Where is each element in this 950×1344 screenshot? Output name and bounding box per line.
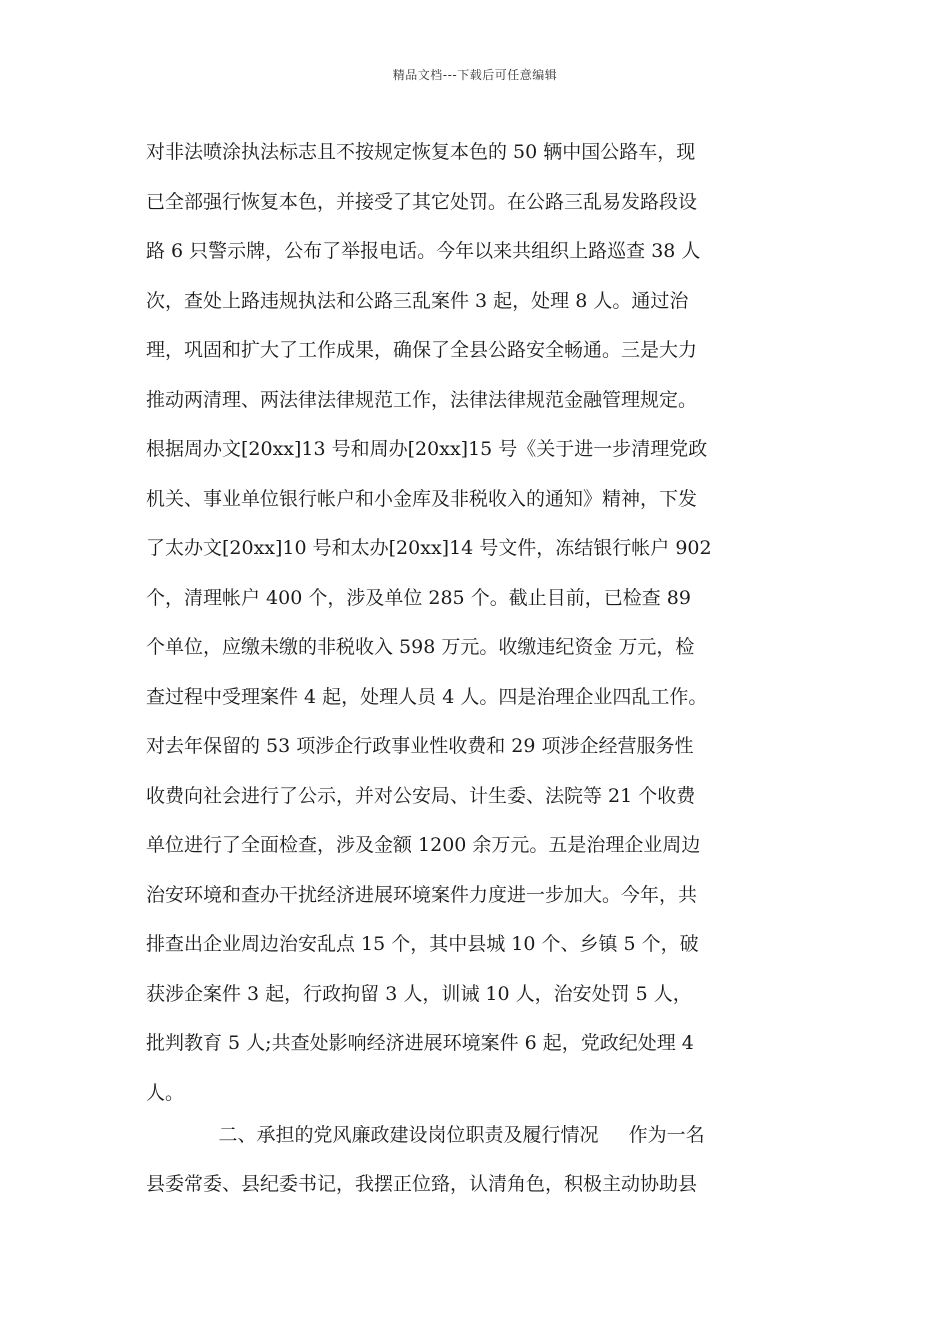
text-line: 人。 — [146, 1081, 185, 1104]
text-line: 排查出企业周边治安乱点 15 个，其中县城 10 个、乡镇 5 个，破 — [146, 933, 699, 955]
text-line: 获涉企案件 3 起，行政拘留 3 人，训诫 10 人，治安处罚 5 人， — [146, 982, 692, 1005]
text-line: 批判教育 5 人;共查处影响经济进展环境案件 6 起，党政纪处理 4 — [146, 1032, 694, 1054]
text-line: 单位进行了全面检查，涉及金额 1200 余万元。五是治理企业周边 — [146, 834, 701, 856]
text-line: 推动两清理、两法律法律规范工作，法律法律规范金融管理规定。 — [146, 388, 698, 411]
text-line: 个单位，应缴未缴的非税收入 598 万元。收缴违纪资金 万元，检 — [146, 636, 695, 658]
text-line: 路 6 只警示牌，公布了举报电话。今年以来共组织上路巡查 38 人 — [146, 240, 701, 262]
section-heading-line: 二、承担的党风廉政建设岗位职责及履行情况 作为一名 — [146, 1123, 705, 1146]
text-line: 理，巩固和扩大了工作成果，确保了全县公路安全畅通。三是大力 — [146, 339, 698, 361]
text-line: 根据周办文[20xx]13 号和周办[20xx]15 号《关于进一步清理党政 — [146, 438, 708, 460]
text-line: 对非法喷涂执法标志且不按规定恢复本色的 50 辆中国公路车，现 — [146, 141, 696, 163]
text-line: 对去年保留的 53 项涉企行政事业性收费和 29 项涉企经营服务性 — [146, 735, 694, 757]
text-line: 收费向社会进行了公示，并对公安局、计生委、法院等 21 个收费 — [146, 784, 696, 807]
text-line: 了太办文[20xx]10 号和太办[20xx]14 号文件，冻结银行帐户 902 — [146, 537, 712, 559]
text-line: 治安环境和查办干扰经济进展环境案件力度进一步加大。今年，共 — [146, 883, 698, 906]
text-line: 次，查处上路违规执法和公路三乱案件 3 起，处理 8 人。通过治 — [146, 289, 689, 312]
text-line: 个，清理帐户 400 个，涉及单位 285 个。截止目前，已检查 89 — [146, 586, 691, 609]
text-line: 已全部强行恢复本色，并接受了其它处罚。在公路三乱易发路段设 — [146, 190, 698, 213]
page-header: 精品文档---下载后可任意编辑 — [392, 68, 558, 82]
text-line: 县委常委、县纪委书记，我摆正位臵，认清角色，积极主动协助县 — [146, 1173, 698, 1195]
text-line: 查过程中受理案件 4 起，处理人员 4 人。四是治理企业四乱工作。 — [146, 685, 708, 708]
document-body — [146, 132, 818, 1214]
text-line: 机关、事业单位银行帐户和小金库及非税收入的通知》精神，下发 — [146, 487, 698, 510]
